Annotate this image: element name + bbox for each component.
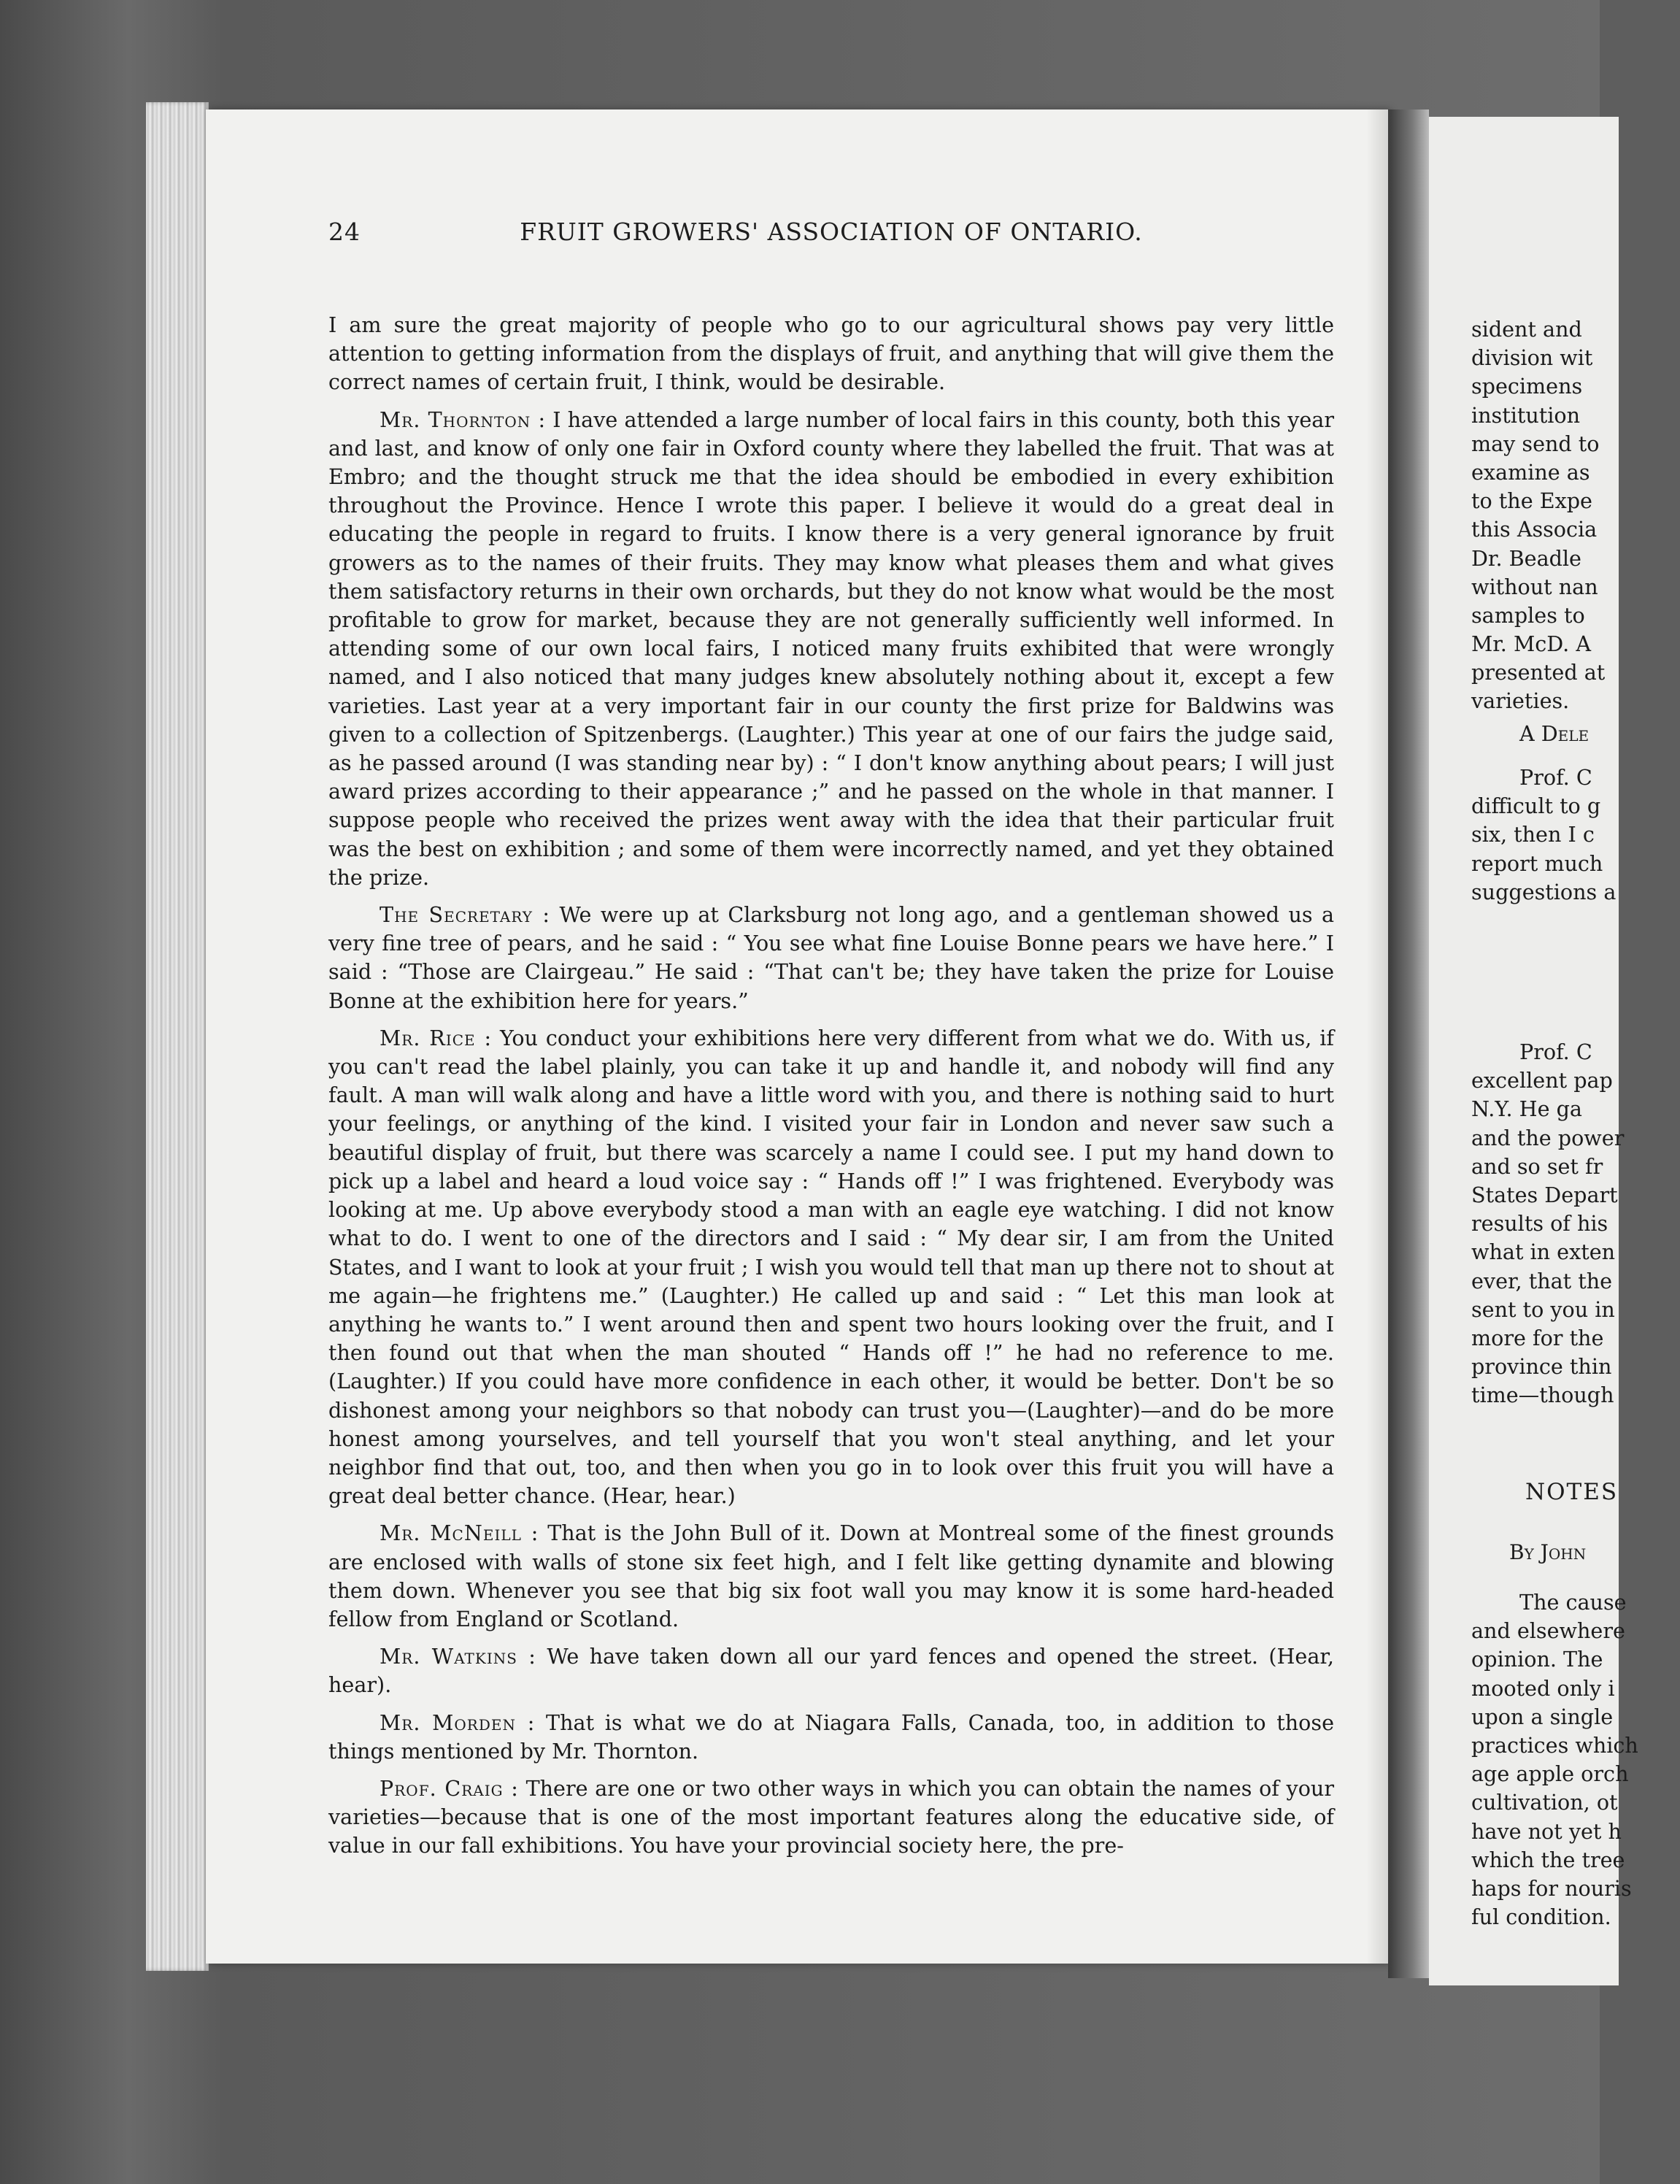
- right-page-line: practices which: [1471, 1732, 1638, 1758]
- right-page-line: division wit: [1471, 345, 1593, 371]
- right-page-line: institution: [1471, 402, 1581, 428]
- left-page: [206, 109, 1388, 1964]
- right-page-line: specimens: [1471, 374, 1583, 399]
- speaker-name: Mr. Rice :: [379, 1025, 493, 1050]
- right-page-line: ful condition.: [1471, 1904, 1611, 1930]
- paragraph-text: You conduct your exhibitions here very different from what we do. With us, if you can't read the label plainly, you can take it up and handle it, and nobody will find any fault. A man will walk along and have a little word with you, and there is nothing said to hurt your feelings, or anything of the kind. I visited your fair in London and never saw such a beautiful display of fruit, but there was scarcely a name I could see. I put my hand down to pick up a label and heard a loud voice say : “ Hands off !” I was frightened. Everybody was looking at me. Up above everybody stood a man with an eagle eye watching. I did not know what to do. I went to one of the directors and I said : “ My dear sir, I am from the United States, and I want to look at your fruit ; I wish you would tell that man up there not to shout at me again—he frightens me.” (Laughter.) He called up and said : “ Let this man look at anything he wants to.” I went around then and spent two hours looking over the fruit, and I then found out that when the man shouted “ Hands off !” he had no reference to me. (Laughter.) If you could have more confidence in each other, it would be better. Don't be so dishonest among your neighbors so that nobody can trust you—(Laughter)—and do be more honest among yourselves, and tell yourself that you won't steal anything, and let your neighbor find that out, too, and then when you go in to look over this fruit you will have a great deal better chance. (Hear, hear.): [328, 1025, 1334, 1509]
- paragraph-3: [328, 901, 1334, 1015]
- right-page-line: sent to you in: [1471, 1296, 1615, 1322]
- page-number: 24: [328, 218, 361, 246]
- right-page-line: report much: [1471, 850, 1603, 876]
- right-page-line: to the Expe: [1471, 488, 1592, 514]
- paragraph-text: There are one or two other ways in which you can obtain the names of your varieties—because that is one of the most important features along the educative side, of value in our fall exhibitions. You have your provincial society here, the pre-: [328, 1775, 1335, 1858]
- paragraph-2: [328, 406, 1334, 892]
- right-page-line: this Associa: [1471, 517, 1598, 542]
- paragraph-6: [328, 1642, 1334, 1699]
- paragraph-text: We were up at Clarksburg not long ago, and a gentleman showed us a very fine tree of pears, and he said : “ You see what fine Louise Bonne pears we have here.” I said : “Those are Clairgeau.” He said : “That can't be; they have taken the prize for Louise Bonne at the exhibition here for years.”: [328, 902, 1334, 1013]
- right-page-line: haps for nouris: [1471, 1875, 1632, 1901]
- right-page-line: province thin: [1471, 1354, 1612, 1380]
- right-page-line: what in exten: [1471, 1239, 1616, 1265]
- right-page-line: N.Y. He ga: [1471, 1096, 1582, 1122]
- right-page-line: opinion. The: [1471, 1647, 1603, 1672]
- right-page-block-3: [1471, 764, 1632, 907]
- paragraph-text: We have taken down all our yard fences and opened the street. (Hear, hear).: [328, 1644, 1334, 1698]
- paragraph-4: [328, 1024, 1334, 1510]
- page-stack-edges: [146, 102, 209, 1971]
- right-page-line: examine as: [1471, 459, 1590, 485]
- right-page-byline: By John: [1509, 1540, 1587, 1564]
- right-page-line: mooted only i: [1471, 1675, 1615, 1701]
- body-text: [328, 311, 1334, 1869]
- right-page-line: The cause: [1519, 1590, 1627, 1615]
- paragraph-text: I am sure the great majority of people who go to our agricultural shows pay very little attention to getting information from the displays of fruit, and anything that will give them the correct names of certain fruit, I think, would be desirable.: [328, 312, 1334, 395]
- right-page-line: and elsewhere: [1471, 1618, 1625, 1644]
- right-page-line: which the tree: [1471, 1847, 1625, 1872]
- speaker-name: Mr. McNeill :: [379, 1520, 539, 1546]
- right-page-line: suggestions a: [1471, 879, 1617, 904]
- speaker-name: Mr. Morden :: [379, 1710, 536, 1735]
- right-page-line: A Dele: [1519, 721, 1590, 746]
- right-page-line: have not yet h: [1471, 1818, 1622, 1844]
- speaker-name: Mr. Thornton :: [379, 407, 547, 432]
- paragraph-7: [328, 1709, 1334, 1766]
- book-gutter: [1388, 109, 1429, 1978]
- right-page-line: and the power: [1471, 1125, 1625, 1150]
- right-page-line: varieties.: [1471, 688, 1570, 714]
- right-page-line: States Depart: [1471, 1182, 1618, 1207]
- speaker-name: The Secretary :: [379, 902, 551, 928]
- right-page-block-4: [1471, 1038, 1632, 1410]
- right-page-section-heading: NOTES: [1525, 1479, 1619, 1505]
- right-page-line: more for the: [1471, 1325, 1604, 1350]
- paragraph-text: That is the John Bull of it. Down at Montreal some of the finest grounds are enclosed with walls of stone six feet high, and I felt like getting dynamite and blowing them down. Whenever you see that big six foot wall you may know it is some hard-headed fellow from England or Scotland.: [328, 1520, 1334, 1631]
- right-page-line: Prof. C: [1519, 765, 1592, 790]
- speaker-name: Prof. Craig :: [379, 1775, 519, 1801]
- right-page-line: and so set fr: [1471, 1153, 1603, 1179]
- right-page-line: six, then I c: [1471, 822, 1595, 847]
- right-page-line: upon a single: [1471, 1704, 1614, 1729]
- right-page-partial: [1429, 117, 1638, 1985]
- right-page-line: ever, that the: [1471, 1268, 1613, 1293]
- right-page-line: cultivation, ot: [1471, 1790, 1618, 1815]
- spine-shadow: [1366, 109, 1388, 1964]
- right-page-line: samples to: [1471, 602, 1585, 628]
- right-page-line: sident and: [1471, 317, 1582, 342]
- right-page-block-1: [1471, 315, 1632, 716]
- right-page-line: time—though: [1471, 1383, 1614, 1408]
- right-page-line: Prof. C: [1519, 1039, 1592, 1064]
- paragraph-5: [328, 1519, 1334, 1634]
- right-page-line: Dr. Beadle: [1471, 545, 1581, 571]
- right-page-line: may send to: [1471, 431, 1600, 456]
- right-page-line: difficult to g: [1471, 793, 1601, 819]
- running-title: FRUIT GROWERS' ASSOCIATION OF ONTARIO.: [520, 218, 1143, 246]
- right-page-block-2: [1519, 720, 1680, 748]
- right-page-line: presented at: [1471, 660, 1606, 685]
- right-page-block-5: [1471, 1588, 1638, 1931]
- paragraph-1: [328, 311, 1334, 397]
- speaker-name: Mr. Watkins :: [379, 1644, 536, 1669]
- paragraph-text: I have attended a large number of local fairs in this county, both this year and last, and know of only one fair in Oxford county where they labelled the fruit. That was at Embro; and the thought struck me that the idea should be embodied in every exhibition throughout the Province. Hence I wrote this paper. I believe it would do a great deal in educating the people in regard to fruits. I know there is a very general ignorance by fruit growers as to the names of their fruits. They may know what pleases them and what gives them satisfactory returns in their own orchards, but they do not know what would be the most profitable to grow for market, because they are not generally sufficiently well informed. In attending some of our own local fairs, I noticed many fruits exhibited that were wrongly named, and I also noticed that many judges knew absolutely nothing about it, except a few varieties. Last year at a very important fair in our county the first prize for Baldwins was given to a collection of Spitzenbergs. (Laughter.) This year at one of our fairs the judge said, as he passed around (I was standing near by) : “ I don't know anything about pears; I will just award prizes according to their appearance ;” and he passed on the whole in that manner. I suppose people who received the prizes went away with the idea that their particular fruit was the best on exhibition ; and some of them were incorrectly named, and yet they obtained the prize.: [328, 407, 1335, 890]
- paragraph-8: [328, 1774, 1334, 1861]
- page-header: [328, 218, 1334, 254]
- right-page-line: without nan: [1471, 574, 1598, 599]
- right-page-line: excellent pap: [1471, 1068, 1613, 1093]
- right-page-line: age apple orch: [1471, 1761, 1629, 1787]
- right-page-line: Mr. McD. A: [1471, 631, 1592, 657]
- paragraph-text: That is what we do at Niagara Falls, Canada, too, in addition to those things mentioned by Mr. Thornton.: [328, 1710, 1334, 1764]
- right-page-line: results of his: [1471, 1211, 1608, 1237]
